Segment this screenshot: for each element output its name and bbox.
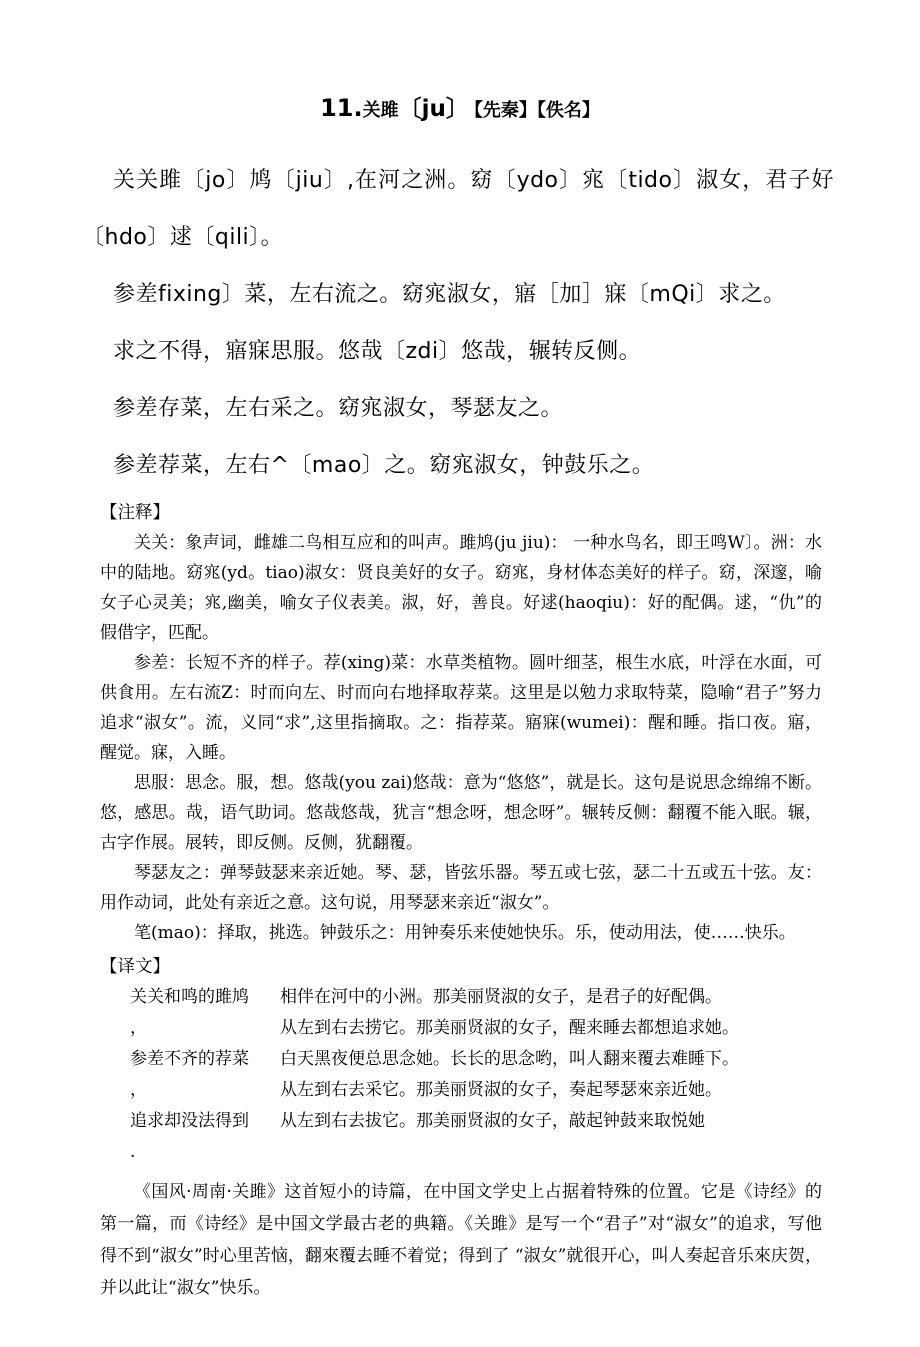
notes-section xyxy=(100,498,822,948)
notes-paragraphs xyxy=(100,528,822,948)
commentary-paragraph: 《国风·周南·关雎》这首短小的诗篇，在中国文学史上占据着特殊的位置。它是《诗经》的第一篇，而《诗经》是中国文学最古老的典籍。《关雎》是写一个“君子”对“淑女”的追求，写他得不到“淑女”时心里苦恼，翻來覆去睡不着觉；得到了 “淑女”就很开心，叫人奏起音乐來庆贺，并以此让“淑女”快乐。 xyxy=(100,1182,822,1298)
poem-stanza: 求之不得，寤寐思服。悠哉〔zdi〕悠哉，辗转反侧。 xyxy=(113,339,642,364)
note-paragraph: 关关：象声词，雌雄二鸟相互应和的叫声。雎鸠(ju jiu)： 一种水鸟名，即王鸣W〕。洲：水中的陆地。窈宨(yd。tiao)淑女：贤良美好的女子。窈宨，身材体态美好的样子。窈，深邃，喻女子心灵美；宨,幽美，喻女子仪表美。淑，好，善良。好逑(haoqiu)：好的配偶。逑，“仇”的假借字，匹配。 xyxy=(100,533,822,643)
translation-header: 【译文】 xyxy=(100,957,170,977)
poem-stanza: 关关雎〔jo〕鸠〔jiu〕,在河之洲。窈〔ydo〕宨〔tido〕淑女，君子好〔hdo〕逑〔qili〕。 xyxy=(82,168,834,250)
poem-body xyxy=(82,152,834,494)
title-era-author: 【先秦】【佚名】 xyxy=(473,100,600,121)
translation-source-line: 关关和鸣的雎鸠 xyxy=(130,987,249,1007)
translation-source-line: 参差不齐的荐菜 xyxy=(130,1049,249,1069)
translation-rendered-line: 白天黑夜便总思念她。长长的思念哟，叫人翻来覆去难睡下。 xyxy=(280,1049,739,1069)
translation-rendered-line: 相伴在河中的小洲。那美丽贤淑的女子，是君子的好配偶。 xyxy=(280,987,722,1007)
title-poem-name: 关雎 xyxy=(362,100,399,121)
note-paragraph: 琴瑟友之：弹琴鼓瑟来亲近她。琴、瑟，皆弦乐器。琴五或七弦，瑟二十五或五十弦。友：用作动词，此处有亲近之意。这句说，用琴瑟来亲近“淑女”。 xyxy=(100,863,822,913)
translation-rendered-column xyxy=(278,982,822,1137)
notes-header: 【注释】 xyxy=(100,503,170,523)
poem-stanza: 参差fixing〕菜，左右流之。窈宨淑女，寤［加］寐〔mQi〕求之。 xyxy=(113,282,786,307)
poem-stanza: 参差存菜，左右采之。窈宨淑女，琴瑟友之。 xyxy=(113,396,564,421)
note-paragraph: 笔(mao)：择取，挑选。钟鼓乐之：用钟奏乐来使她快乐。乐，使动用法，使……快乐。 xyxy=(134,923,796,943)
translation-rendered-line: 从左到右去采它。那美丽贤淑的女子，奏起琴瑟來亲近她。 xyxy=(280,1080,722,1100)
page-title xyxy=(0,0,920,126)
translation-section xyxy=(100,952,822,1168)
title-pinyin: 〔ju〕 xyxy=(398,96,469,122)
translation-source-line: 追求却没法得到 xyxy=(130,1111,249,1131)
translation-source-line: . xyxy=(130,1142,136,1162)
translation-source-column xyxy=(130,982,278,1168)
poem-stanza: 参差荐菜，左右^〔mao〕之。窈宨淑女，钟鼓乐之。 xyxy=(113,453,655,478)
translation-source-line: ， xyxy=(130,1018,147,1038)
note-paragraph: 参差：长短不齐的样子。荐(xing)菜：水草类植物。圆叶细茎，根生水底，叶浮在水面，可供食用。左右流Z：时而向左、时而向右地择取荐菜。这里是以勉力求取特菜，隐喻“君子”努力追求“淑女”。流，义同“求”,这里指摘取。之：指荐菜。寤寐(wumei)：醒和睡。指口夜。寤，醒觉。寐，入睡。 xyxy=(100,653,822,763)
title-number: 11. xyxy=(320,94,363,122)
note-paragraph: 思服：思念。服，想。悠哉(you zai)悠哉：意为“悠悠”，就是长。这句是说思念绵绵不断。悠，感思。哉，语气助词。悠哉悠哉，犹言“想念呀，想念呀”。辗转反侧：翻覆不能入眠。辗，古字作展。展转，即反侧。反侧，犹翻覆。 xyxy=(100,773,822,853)
translation-rendered-line: 从左到右去拔它。那美丽贤淑的女子，敲起钟鼓来取悦她 xyxy=(280,1111,705,1131)
translation-columns xyxy=(100,982,822,1168)
translation-rendered-line: 从左到右去捞它。那美丽贤淑的女子，醒来睡去都想追求她。 xyxy=(280,1018,739,1038)
translation-source-line: ， xyxy=(130,1080,147,1100)
